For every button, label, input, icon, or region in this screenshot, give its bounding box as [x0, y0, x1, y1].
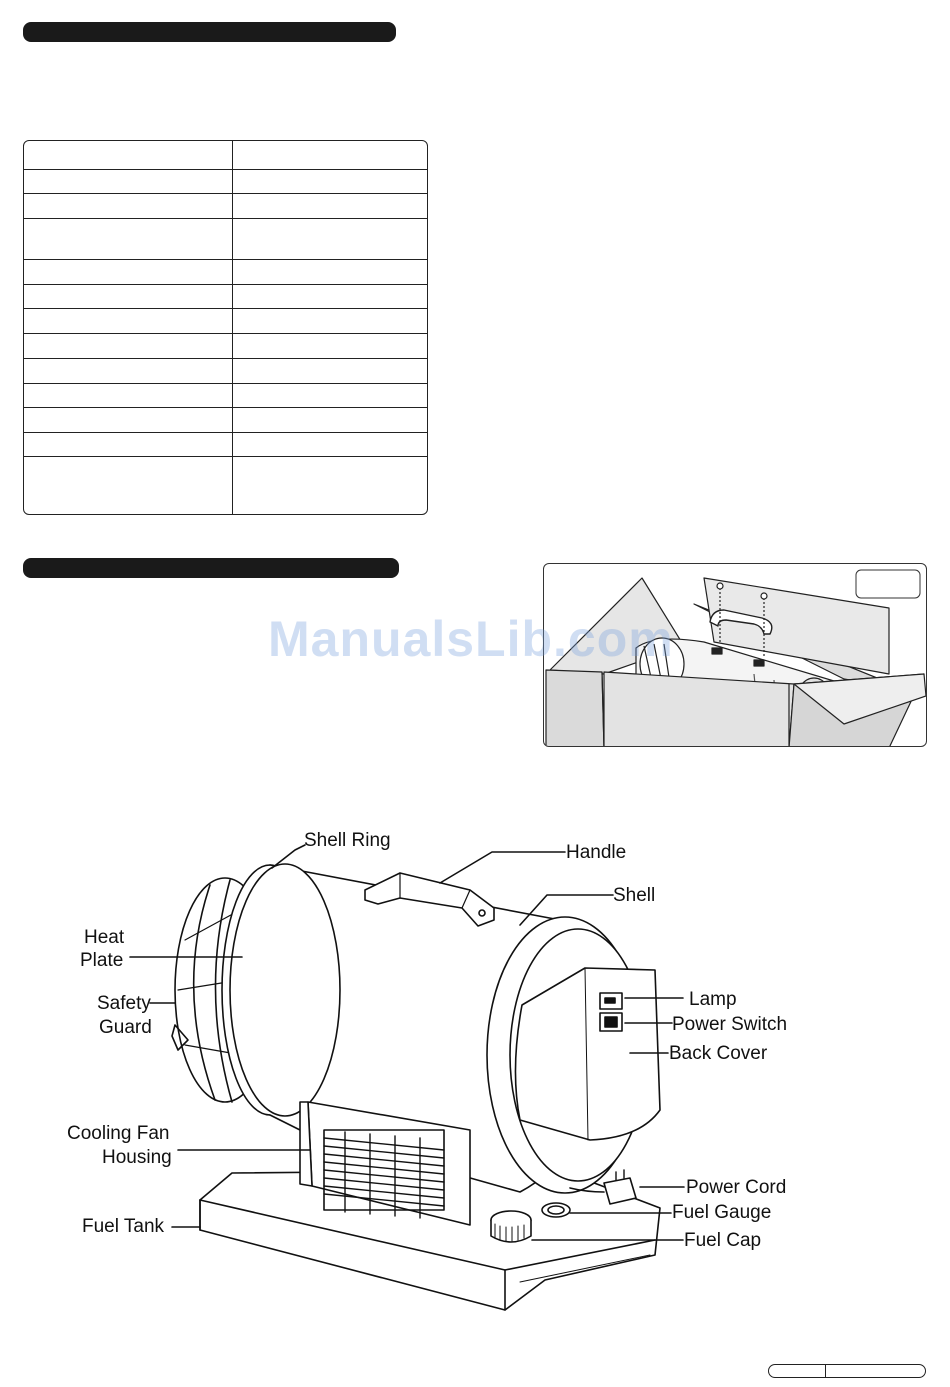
- label-housing: Housing: [102, 1147, 172, 1168]
- label-fuel-tank: Fuel Tank: [82, 1216, 165, 1237]
- table-row: [24, 359, 427, 384]
- table-row: [24, 219, 427, 260]
- spec-value: [233, 260, 427, 285]
- label-safety: Safety: [97, 993, 151, 1014]
- label-heat: Heat: [84, 927, 125, 948]
- spec-value: [233, 170, 427, 194]
- specification-table: [23, 140, 428, 515]
- heater-illustration: [0, 800, 950, 1360]
- label-power-switch: Power Switch: [672, 1014, 788, 1035]
- table-row: [24, 285, 427, 309]
- spec-value: [233, 359, 427, 384]
- spec-label: [24, 285, 233, 309]
- spec-value: [233, 433, 427, 457]
- spec-label: [24, 433, 233, 457]
- spec-label: [24, 141, 233, 170]
- label-fuel-cap: Fuel Cap: [684, 1230, 762, 1251]
- spec-label: [24, 384, 233, 408]
- label-lamp: Lamp: [689, 989, 737, 1010]
- spec-label: [24, 260, 233, 285]
- table-row: [24, 334, 427, 358]
- label-power-cord: Power Cord: [686, 1177, 787, 1198]
- spec-value: [233, 334, 427, 358]
- table-row: [24, 433, 427, 457]
- spec-value: [233, 194, 427, 219]
- table-row: [24, 384, 427, 408]
- spec-value: [233, 309, 427, 334]
- spec-value: [233, 408, 427, 433]
- spec-label: [24, 457, 233, 514]
- spec-value: [233, 457, 427, 514]
- spec-label: [24, 309, 233, 334]
- watermark: ManualsLib.com: [268, 611, 674, 667]
- label-plate: Plate: [80, 950, 124, 971]
- label-guard: Guard: [99, 1017, 152, 1038]
- table-row: [24, 194, 427, 219]
- spec-value: [233, 141, 427, 170]
- spec-label: [24, 170, 233, 194]
- table-row: [24, 309, 427, 334]
- table-row: [24, 408, 427, 433]
- label-cooling-fan: Cooling Fan: [67, 1123, 170, 1144]
- label-shell-ring: Shell Ring: [304, 830, 391, 851]
- figure-number-box: [856, 570, 920, 598]
- page-number-tab: [768, 1364, 926, 1378]
- spec-label: [24, 408, 233, 433]
- table-row: [24, 170, 427, 194]
- label-fuel-gauge: Fuel Gauge: [672, 1202, 772, 1223]
- label-handle: Handle: [566, 842, 627, 863]
- spec-label: [24, 219, 233, 260]
- label-shell: Shell: [613, 885, 656, 906]
- spec-label: [24, 359, 233, 384]
- spec-label: [24, 334, 233, 358]
- table-row: [24, 457, 427, 514]
- spec-label: [24, 194, 233, 219]
- heater-diagram: [0, 800, 950, 1360]
- page-tab-divider: [825, 1365, 826, 1377]
- label-back-cover: Back Cover: [669, 1043, 768, 1064]
- spec-value: [233, 384, 427, 408]
- spec-value: [233, 285, 427, 309]
- section-header-bar: [23, 558, 399, 578]
- table-row: [24, 260, 427, 285]
- spec-value: [233, 219, 427, 260]
- section-header-bar: [23, 22, 396, 42]
- table-row: [24, 141, 427, 170]
